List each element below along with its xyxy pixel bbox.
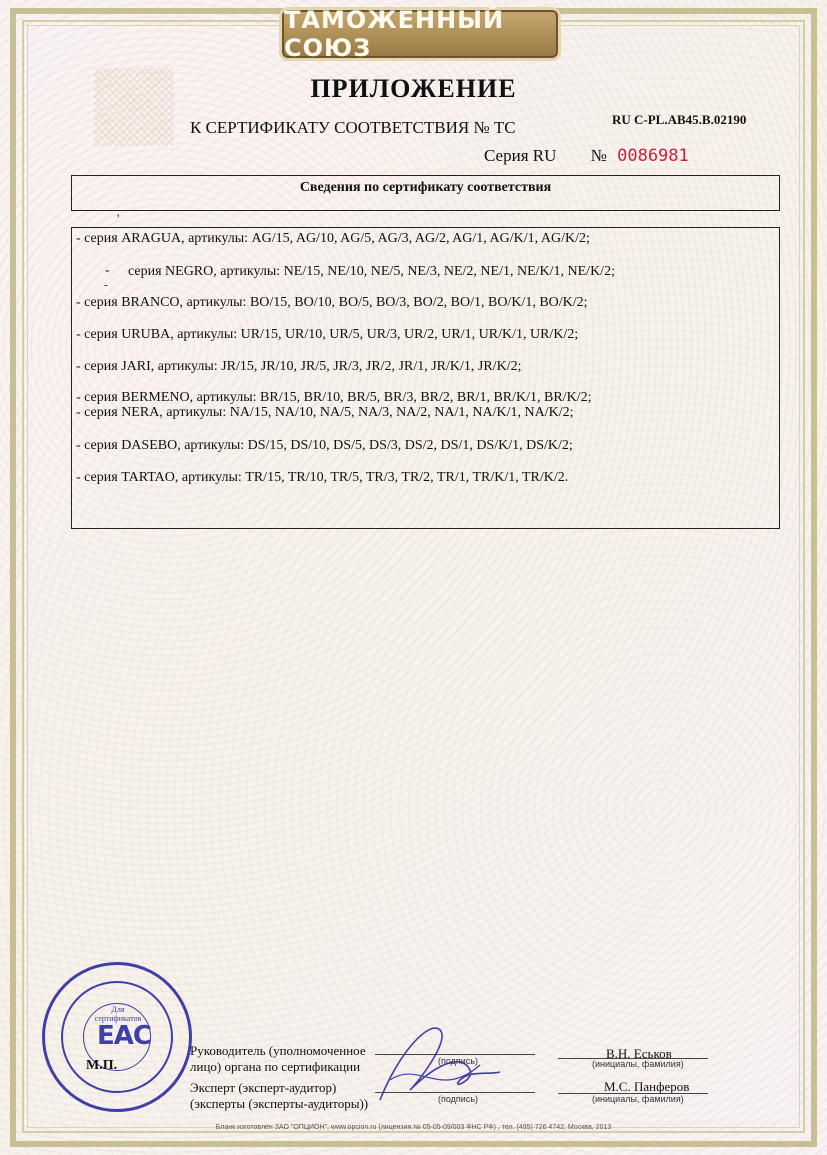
series-line-aragua: - серия ARAGUA, артикулы: AG/15, AG/10, AG/5, AG/3, AG/2, AG/1, AG/K/1, AG/K/2; [76, 231, 590, 246]
head-initials-caption: (инициалы, фамилия) [592, 1059, 684, 1069]
customs-union-banner: ТАМОЖЕННЫЙ СОЮЗ [282, 10, 558, 58]
expert-label-line-2: (эксперты (эксперты-аудиторы)) [190, 1096, 369, 1111]
series-line-nera: - серия NERA, артикулы: NA/15, NA/10, NA/5, NA/3, NA/2, NA/1, NA/K/1, NA/K/2; [76, 405, 574, 420]
tick-mark: ' [117, 211, 120, 226]
series-line-jari: - серия JARI, артикулы: JR/15, JR/10, JR/5, JR/3, JR/2, JR/1, JR/K/1, JR/K/2; [76, 359, 522, 374]
blank-series-line [484, 146, 689, 166]
seal-place-label: М.П. [86, 1058, 118, 1073]
number-sign: № [590, 146, 607, 165]
expert-signature-caption: (подпись) [438, 1094, 479, 1104]
series-label: Серия RU [484, 146, 557, 165]
expert-initials-caption: (инициалы, фамилия) [592, 1094, 684, 1104]
head-name: В.Н. Еськов [606, 1046, 672, 1061]
stamp-inner-text: Для сертификатов [94, 1005, 142, 1023]
series-line-bermeno: - серия BERMENO, артикулы: BR/15, BR/10, BR/5, BR/3, BR/2, BR/1, BR/K/1, BR/K/2; [76, 390, 592, 405]
head-signature-line [375, 1054, 535, 1055]
series-line-uruba: - серия URUBA, артикулы: UR/15, UR/10, UR/5, UR/3, UR/2, UR/1, UR/K/1, UR/K/2; [76, 327, 579, 342]
head-label-line-2: лицо) органа по сертификации [190, 1059, 361, 1074]
expert-signature-line [375, 1092, 535, 1093]
eac-mark-icon: EAC [97, 1021, 151, 1051]
certificate-subtitle: К СЕРТИФИКАТУ СООТВЕТСТВИЯ № ТС [190, 118, 516, 137]
series-line-branco: - серия BRANCO, артикулы: BO/15, BO/10, BO/5, BO/3, BO/2, BO/1, BO/K/1, BO/K/2; [76, 295, 588, 310]
head-signature-caption: (подпись) [438, 1056, 479, 1066]
signature-icon [360, 1010, 510, 1110]
info-section-header: Сведения по сертификату соответствия [71, 175, 780, 211]
printer-footer: Бланк изготовлен ЗАО "ОПЦИОН", www.opcion.ru (лицензия № 05-05-09/003 ФНС РФ) , тел. (495) 726 4742, Москва, 2013 [215, 1124, 612, 1131]
blank-number: 0086981 [617, 146, 689, 166]
certification-stamp [42, 962, 192, 1112]
bullet-dash: - [105, 263, 110, 278]
page-title: ПРИЛОЖЕНИЕ [310, 74, 517, 103]
head-label-line-1: Руководитель (уполномоченное [190, 1043, 366, 1058]
series-line-tartao: - серия TARTAO, артикулы: TR/15, TR/10, TR/5, TR/3, TR/2, TR/1, TR/K/1, TR/K/2. [76, 470, 569, 485]
expert-name: М.С. Панферов [604, 1079, 690, 1094]
bullet-dash: - [104, 279, 108, 291]
expert-label-line-1: Эксперт (эксперт-аудитор) [190, 1080, 337, 1095]
series-line-dasebo: - серия DASEBO, артикулы: DS/15, DS/10, DS/5, DS/3, DS/2, DS/1, DS/K/1, DS/K/2; [76, 438, 573, 453]
series-line-negro: серия NEGRO, артикулы: NE/15, NE/10, NE/5, NE/3, NE/2, NE/1, NE/K/1, NE/K/2; [128, 264, 615, 279]
certificate-number: RU C-PL.AB45.B.02190 [612, 112, 747, 127]
